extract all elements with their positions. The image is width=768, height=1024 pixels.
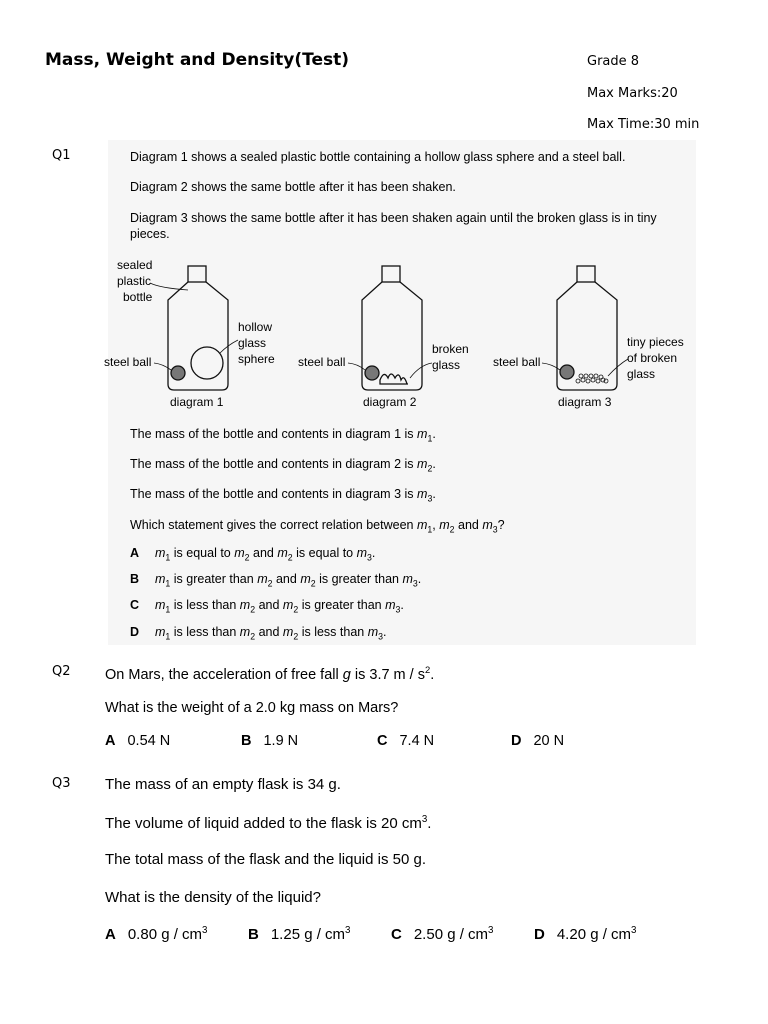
q3-option-b[interactable]: B 1.25 g / $cm^3$	[248, 925, 351, 943]
steel-ball-3	[560, 365, 574, 379]
label-steel-ball-2: steel ball	[298, 355, 346, 369]
max-marks-label: Max Marks:20	[587, 86, 678, 101]
label-tiny-glass: glass	[627, 367, 656, 381]
q3-option-a[interactable]: A 0.80 g / $cm^3$	[105, 925, 208, 943]
label-sphere: sphere	[238, 352, 275, 366]
q3-line-2: The volume of liquid added to the flask is 20 $cm^3$.	[105, 814, 432, 832]
q3-line-4: What is the density of the liquid?	[105, 889, 321, 906]
mass-line-2: The mass of the bottle and contents in diagram 2 is $m_2$.	[130, 457, 436, 474]
label-sealed: sealed	[117, 258, 153, 272]
question-number-1: Q1	[52, 148, 71, 163]
question-number-2: Q2	[52, 664, 71, 679]
question-number-3: Q3	[52, 776, 71, 791]
q1-option-a[interactable]: A $m_1$ is equal to $m_2$ and $m_2$ is equal to $m_3$.	[130, 546, 376, 563]
label-hollow: hollow	[238, 320, 273, 334]
label-diagram-3: diagram 3	[558, 395, 612, 409]
broken-glass	[380, 374, 408, 384]
label-glass: glass	[238, 336, 267, 350]
q1-intro-3b: pieces.	[130, 227, 170, 241]
q3-option-c[interactable]: C 2.50 g / $cm^3$	[391, 925, 494, 943]
q3-option-d[interactable]: D 4.20 g / $cm^3$	[534, 925, 637, 943]
hollow-sphere	[191, 347, 223, 379]
label-bottle: bottle	[123, 290, 153, 304]
label-plastic: plastic	[117, 274, 152, 288]
q1-question: Which statement gives the correct relation between $m_1$, $m_2$ and $m_3$?	[130, 518, 505, 535]
q1-option-c[interactable]: C $m_1$ is less than $m_2$ and $m_2$ is greater than $m_3$.	[130, 598, 404, 615]
q3-line-3: The total mass of the flask and the liquid is 50 g.	[105, 851, 427, 868]
tiny-glass-pieces	[576, 374, 608, 383]
q1-intro-1: Diagram 1 shows a sealed plastic bottle containing a hollow glass sphere and a steel ball.	[130, 150, 626, 164]
mass-line-3: The mass of the bottle and contents in diagram 3 is $m_3$.	[130, 487, 436, 504]
mass-line-1: The mass of the bottle and contents in diagram 1 is $m_1$.	[130, 427, 436, 444]
bottle-2	[362, 266, 422, 390]
steel-ball-1	[171, 366, 185, 380]
q2-options	[105, 733, 705, 753]
q2-option-c[interactable]: C 7.4 N	[377, 733, 435, 749]
q1-intro-3a: Diagram 3 shows the same bottle after it has been shaken again until the broken glass is in tiny	[130, 211, 657, 225]
q2-option-d[interactable]: D 20 N	[511, 733, 565, 749]
label-diagram-2: diagram 2	[363, 395, 417, 409]
q3-options	[105, 925, 725, 947]
q1-option-d[interactable]: D $m_1$ is less than $m_2$ and $m_2$ is less than $m_3$.	[130, 625, 387, 642]
bottle-1	[168, 266, 228, 390]
q3-line-1: The mass of an empty flask is 34 g.	[105, 776, 341, 793]
bottle-3	[557, 266, 617, 390]
steel-ball-2	[365, 366, 379, 380]
q2-line-2: What is the weight of a 2.0 kg mass on Mars?	[105, 700, 399, 716]
q1-option-b[interactable]: B $m_1$ is greater than $m_2$ and $m_2$ is greater than $m_3$.	[130, 572, 422, 589]
grade-label: Grade 8	[587, 54, 640, 69]
max-time-label: Max Time:30 min	[587, 117, 700, 132]
label-steel-ball-1: steel ball	[104, 355, 152, 369]
q2-line-1: On Mars, the acceleration of free fall g is 3.7 m / $s^2$.	[105, 664, 435, 683]
q1-intro-2: Diagram 2 shows the same bottle after it has been shaken.	[130, 180, 456, 194]
label-broken-glass: glass	[432, 358, 461, 372]
q2-option-b[interactable]: B 1.9 N	[241, 733, 299, 749]
page-title: Mass, Weight and Density(Test)	[45, 50, 350, 70]
label-steel-ball-3: steel ball	[493, 355, 541, 369]
label-diagram-1: diagram 1	[170, 395, 224, 409]
label-broken: broken	[432, 342, 469, 356]
q2-option-a[interactable]: A 0.54 N	[105, 733, 171, 749]
label-tiny-pieces: tiny pieces	[627, 335, 684, 349]
label-of-broken: of broken	[627, 351, 678, 365]
question-1-figure	[104, 140, 696, 645]
